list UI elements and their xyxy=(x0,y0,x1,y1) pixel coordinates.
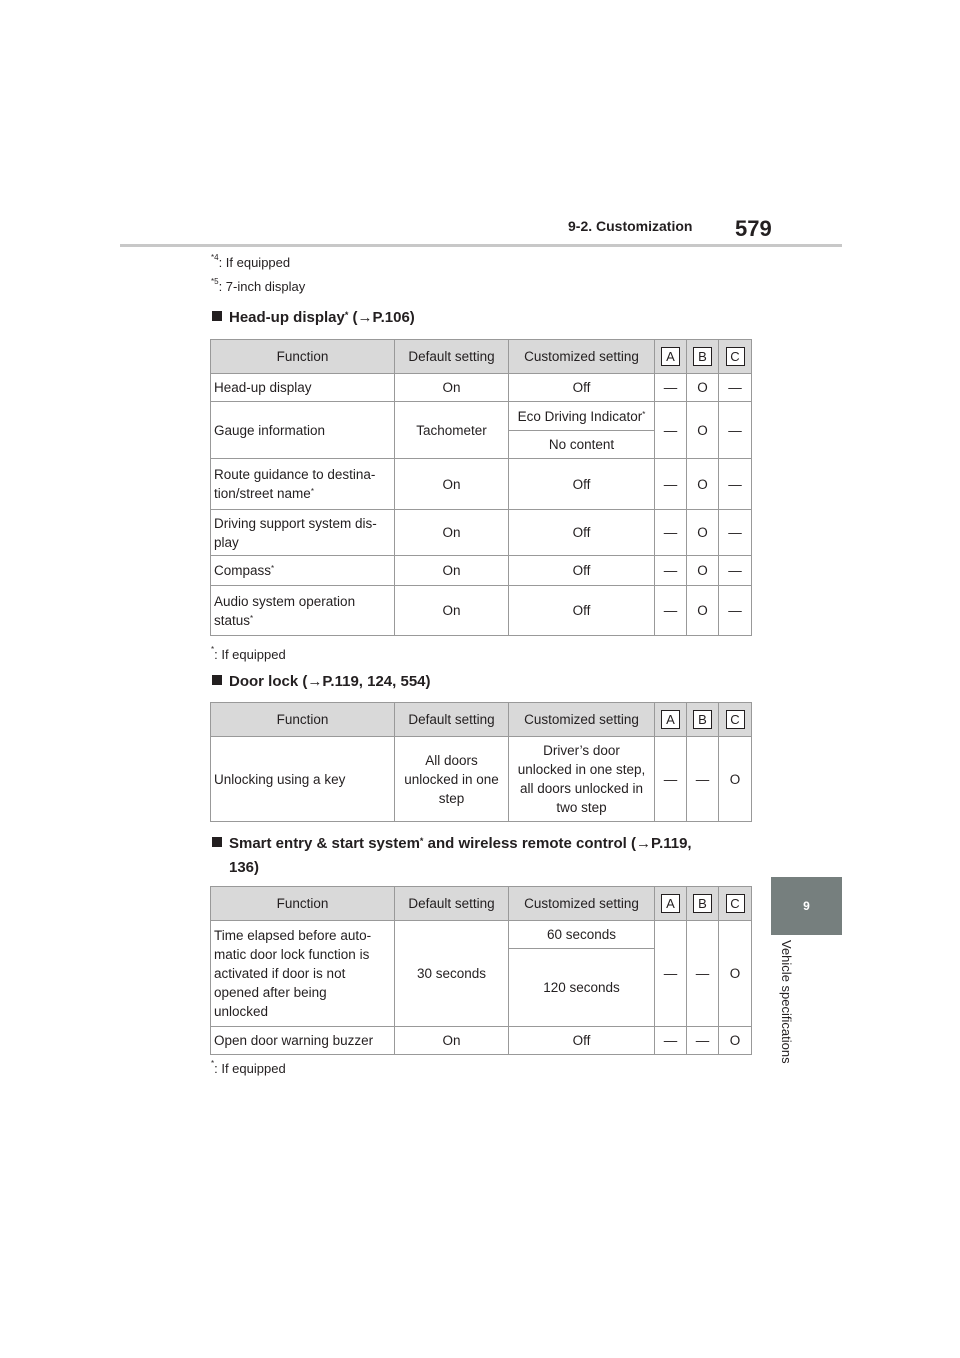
doorlock-table: Function Default setting Customized setting A B C Unlocking using a key All doors unlocked in one step Driver’s door unlocked in one step, all doors unlocked in two step — — O xyxy=(210,702,752,822)
table-row: Time elapsed before auto- matic door lock function is activated if door is not opened after being unlocked 30 seconds 60 seconds — — O xyxy=(211,921,752,949)
col-default: Default setting xyxy=(395,340,509,374)
smart-heading: Smart entry & start system* and wireless remote control (→P.119, 136) xyxy=(212,832,752,880)
chapter-tab xyxy=(771,877,842,935)
table-row: Unlocking using a key All doors unlocked in one step Driver’s door unlocked in one step, all doors unlocked in two step — — O xyxy=(211,737,752,822)
col-customized: Customized setting xyxy=(509,340,655,374)
table-row: Route guidance to destina- tion/street name* On Off — O — xyxy=(211,459,752,510)
square-bullet-icon xyxy=(212,675,222,685)
section-title: 9-2. Customization xyxy=(568,218,693,234)
table-row: Audio system operation status* On Off — O — xyxy=(211,586,752,636)
table-row: Driving support system dis- play On Off — O — xyxy=(211,510,752,556)
table-row: Head-up display On Off — O — xyxy=(211,374,752,402)
square-bullet-icon xyxy=(212,311,222,321)
square-bullet-icon xyxy=(212,837,222,847)
table-row: Open door warning buzzer On Off — — O xyxy=(211,1027,752,1055)
col-c: C xyxy=(726,347,745,366)
header-rule xyxy=(120,244,842,247)
page-number: 579 xyxy=(735,216,772,241)
footnote-5: $^{*5}$: 7-inch display xyxy=(211,277,306,294)
footnote-4: $^{*4}$: If equipped xyxy=(211,253,291,270)
chapter-number: 9 xyxy=(803,899,810,913)
smart-table: Function Default setting Customized setting A B C Time elapsed before auto- matic door lock function is activated if door is not opened after being unlocked 30 seconds 60 seconds — — O 120 seconds Open door warning buzzer On Off — — O xyxy=(210,886,752,1055)
table-row: Compass* On Off — O — xyxy=(211,556,752,586)
hud-heading: Head-up display* (→P.106) xyxy=(212,306,415,330)
table-row: Gauge information Tachometer Eco Driving Indicator* — O — xyxy=(211,402,752,431)
hud-footnote: *: If equipped xyxy=(211,645,286,662)
col-a: A xyxy=(661,347,680,366)
col-function: Function xyxy=(211,340,395,374)
chapter-label xyxy=(776,940,812,1100)
doorlock-heading: Door lock (→P.119, 124, 554) xyxy=(212,670,431,694)
chapter-title: Vehicle specifications xyxy=(779,940,794,1064)
col-b: B xyxy=(693,347,712,366)
smart-footnote: *: If equipped xyxy=(211,1059,286,1076)
hud-table: Function Default setting Customized setting A B C Head-up display On Off — O — Gauge information Tachometer Eco Driving Indicator* — O — No content Route guidance to destina- tion/street name* On Off — O — Driving support system dis- play On Off — O — Compass* On Off — O — Audio system operation status* On Off — O — xyxy=(210,339,752,636)
